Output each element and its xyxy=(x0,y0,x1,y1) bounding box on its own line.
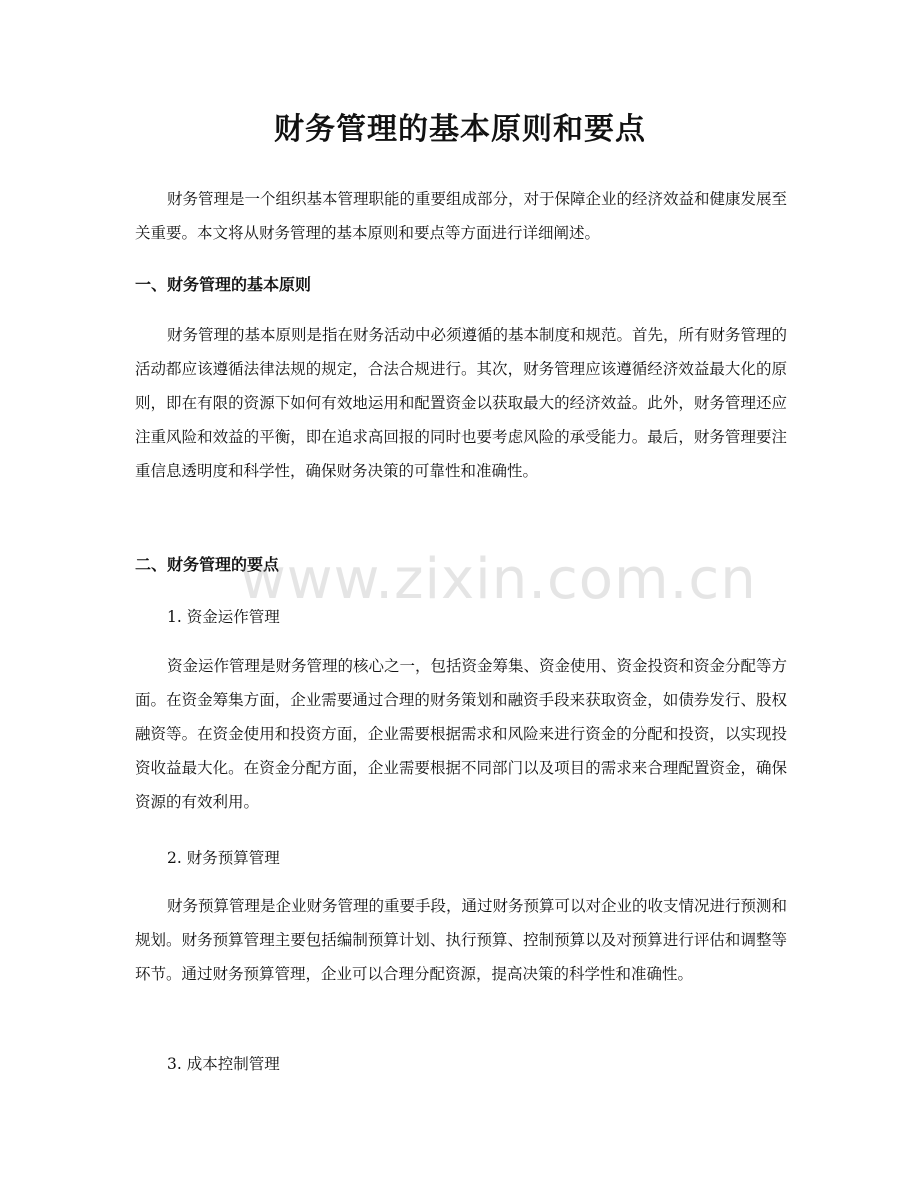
document-title: 财务管理的基本原则和要点 xyxy=(274,112,646,147)
section-heading-principles: 一、财务管理的基本原则 xyxy=(135,275,312,294)
budget-paragraph: 财务预算管理是企业财务管理的重要手段，通过财务预算可以对企业的收支情况进行预测和规划。财务预算管理主要包括编制预算计划、执行预算、控制预算以及对预算进行评估和调整等环节。通过财务预算管理，企业可以合理分配资源，提高决策的科学性和准确性。 xyxy=(135,897,788,983)
subheading-budget: 2. 财务预算管理 xyxy=(167,849,280,867)
intro-paragraph: 财务管理是一个组织基本管理职能的重要组成部分，对于保障企业的经济效益和健康发展至关重要。本文将从财务管理的基本原则和要点等方面进行详细阐述。 xyxy=(135,190,788,242)
fund-operation-paragraph: 资金运作管理是财务管理的核心之一，包括资金筹集、资金使用、资金投资和资金分配等方面。在资金筹集方面，企业需要通过合理的财务策划和融资手段来获取资金，如债券发行、股权融资等。在资金使用和投资方面，企业需要根据需求和风险来进行资金的分配和投资，以实现投资收益最大化。在资金分配方面，企业需要根据不同部门以及项目的需求来合理配置资金，确保资源的有效利用。 xyxy=(135,657,788,811)
watermark: www.zixin.com.cn xyxy=(240,547,757,612)
subheading-cost-control: 3. 成本控制管理 xyxy=(167,1055,280,1073)
section-heading-key-points: 二、财务管理的要点 xyxy=(135,555,280,574)
subheading-fund-operation: 1. 资金运作管理 xyxy=(167,608,280,626)
principles-paragraph: 财务管理的基本原则是指在财务活动中必须遵循的基本制度和规范。首先，所有财务管理的活动都应该遵循法律法规的规定，合法合规进行。其次，财务管理应该遵循经济效益最大化的原则，即在有限的资源下如何有效地运用和配置资金以获取最大的经济效益。此外，财务管理还应注重风险和效益的平衡，即在追求高回报的同时也要考虑风险的承受能力。最后，财务管理要注重信息透明度和科学性，确保财务决策的可靠性和准确性。 xyxy=(135,326,788,480)
